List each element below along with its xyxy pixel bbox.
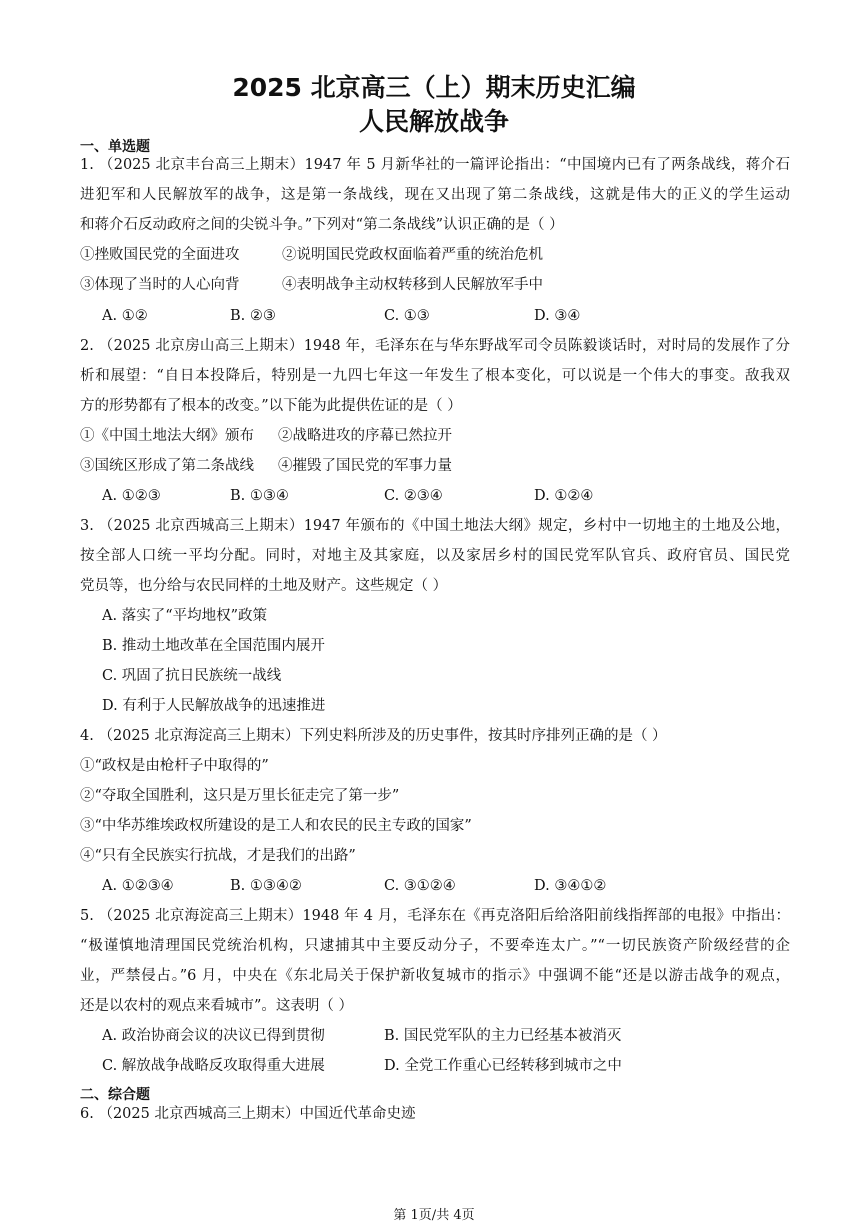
- q2-option-d: D. ①②④: [534, 488, 594, 504]
- q3-option-c: C. 巩固了抗日民族统一战线: [102, 668, 282, 684]
- q3-option-d: D. 有利于人民解放战争的迅速推进: [102, 698, 326, 714]
- page-number: 第 1页/共 4页: [393, 1208, 475, 1223]
- document-subtitle: 人民解放战争: [358, 107, 509, 136]
- q4-statement-1: ①“政权是由枪杆子中取得的”: [80, 758, 269, 774]
- q3-option-a: A. 落实了“平均地权”政策: [102, 608, 268, 624]
- q1-statement-3: ③体现了当时的人心向背: [80, 277, 240, 293]
- q4-option-d: D. ③④①②: [534, 878, 607, 894]
- q4-option-a: A. ①②③④: [102, 878, 174, 894]
- q1-option-b: B. ②③: [230, 308, 276, 324]
- q5-line-3: 业，严禁侵占。”6 月，中央在《东北局关于保护新收复城市的指示》中强调不能“还是以游击战争的观点，: [80, 968, 790, 984]
- q2-statement-2: ②战略进攻的序幕已然拉开: [278, 428, 452, 444]
- q1-option-d: D. ③④: [534, 308, 581, 324]
- section-heading-comprehensive: 二、综合题: [80, 1087, 150, 1103]
- q3-line-3: 党员等，也分给与农民同样的土地及财产。这些规定（ ）: [80, 578, 448, 594]
- q1-line-3: 和蒋介石反动政府之间的尖锐斗争。”下列对“第二条战线”认识正确的是（ ）: [80, 217, 564, 233]
- section-heading-single-choice: 一、单选题: [80, 139, 150, 155]
- q6-line-1: 6. （2025 北京西城高三上期末）中国近代革命史迹: [80, 1106, 416, 1122]
- document-title: 2025 北京高三（上）期末历史汇编: [232, 73, 636, 102]
- q3-line-2: 按全部人口统一平均分配。同时，对地主及其家庭，以及家居乡村的国民党军队官兵、政府官员、国民党: [80, 548, 790, 564]
- q5-option-c: C. 解放战争战略反攻取得重大进展: [102, 1058, 325, 1074]
- q2-option-a: A. ①②③: [102, 488, 161, 504]
- q2-statement-1: ①《中国土地法大纲》颁布: [80, 428, 254, 444]
- q2-option-c: C. ②③④: [384, 488, 443, 504]
- q1-option-a: A. ①②: [102, 308, 148, 324]
- q2-line-2: 析和展望：“自日本投降后，特别是一九四七年这一年发生了根本变化，可以说是一个伟大的事变。敌我双: [80, 368, 790, 384]
- q4-statement-3: ③“中华苏维埃政权所建设的是工人和农民的民主专政的国家”: [80, 818, 472, 834]
- q1-option-c: C. ①③: [384, 308, 430, 324]
- q5-line-1: 5. （2025 北京海淀高三上期末）1948 年 4 月，毛泽东在《再克洛阳后给洛阳前线指挥部的电报》中指出：: [80, 908, 790, 924]
- q5-option-a: A. 政治协商会议的决议已得到贯彻: [102, 1028, 325, 1044]
- q5-option-d: D. 全党工作重心已经转移到城市之中: [384, 1058, 622, 1074]
- q5-line-2: “极谨慎地清理国民党统治机构，只逮捕其中主要反动分子，不要牵连太广。”“一切民族资产阶级经营的企: [80, 938, 790, 954]
- q1-statement-2: ②说明国民党政权面临着严重的统治危机: [282, 247, 543, 263]
- q2-statement-3: ③国统区形成了第二条战线: [80, 458, 254, 474]
- q4-option-b: B. ①③④②: [230, 878, 302, 894]
- q1-line-1: 1. （2025 北京丰台高三上期末）1947 年 5 月新华社的一篇评论指出：“中国境内已有了两条战线，蒋介石: [80, 157, 790, 173]
- q1-statement-4: ④表明战争主动权转移到人民解放军手中: [282, 277, 543, 293]
- q4-line-1: 4. （2025 北京海淀高三上期末）下列史料所涉及的历史事件，按其时序排列正确的是（ ）: [80, 728, 667, 744]
- q3-line-1: 3. （2025 北京西城高三上期末）1947 年颁布的《中国土地法大纲》规定，乡村中一切地主的土地及公地，: [80, 518, 790, 534]
- q4-statement-2: ②“夺取全国胜利，这只是万里长征走完了第一步”: [80, 788, 400, 804]
- q2-option-b: B. ①③④: [230, 488, 289, 504]
- q5-line-4: 还是以农村的观点来看城市”。这表明（ ）: [80, 998, 354, 1014]
- q1-statement-1: ①挫败国民党的全面进攻: [80, 247, 240, 263]
- q5-option-b: B. 国民党军队的主力已经基本被消灭: [384, 1028, 622, 1044]
- q4-statement-4: ④“只有全民族实行抗战，才是我们的出路”: [80, 848, 356, 864]
- q2-line-1: 2. （2025 北京房山高三上期末）1948 年，毛泽东在与华东野战军司令员陈毅谈话时，对时局的发展作了分: [80, 338, 790, 354]
- q2-line-3: 方的形势都有了根本的改变。”以下能为此提供佐证的是（ ）: [80, 398, 462, 414]
- q3-option-b: B. 推动土地改革在全国范围内展开: [102, 638, 325, 654]
- q1-line-2: 进犯军和人民解放军的战争，这是第一条战线，现在又出现了第二条战线，这就是伟大的正义的学生运动: [80, 187, 790, 203]
- q4-option-c: C. ③①②④: [384, 878, 456, 894]
- q2-statement-4: ④摧毁了国民党的军事力量: [278, 458, 452, 474]
